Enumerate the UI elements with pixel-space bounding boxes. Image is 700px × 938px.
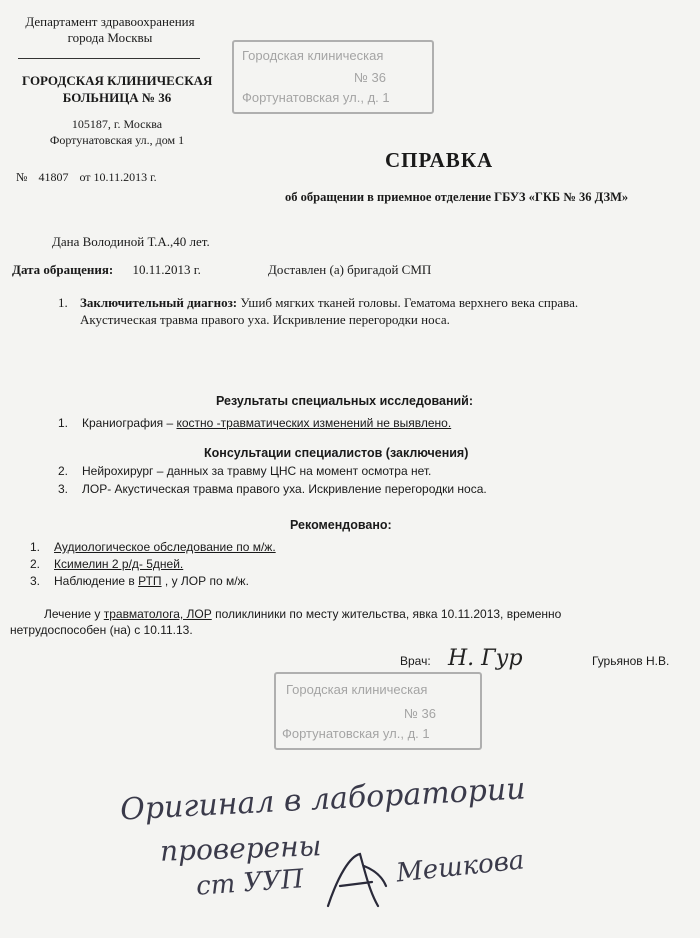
recommend-item-text: Аудиологическое обследование по м/ж. <box>54 540 276 554</box>
number-prefix: № <box>16 170 28 184</box>
document-number <box>16 170 157 185</box>
research-item-sep: – <box>163 416 177 430</box>
recommend-item-text-mid: РТП <box>138 574 162 588</box>
dept-line-2: города Москвы <box>67 30 153 45</box>
treatment-note <box>10 606 682 638</box>
document-title: СПРАВКА <box>385 148 494 172</box>
recommend-item <box>30 557 183 571</box>
hosp-line-2: БОЛЬНИЦА № 36 <box>62 90 172 105</box>
diagnosis-label: Заключительный диагноз: <box>80 295 238 310</box>
hospital-name <box>22 72 212 106</box>
recommend-heading: Рекомендовано: <box>290 518 392 532</box>
diagnosis-text-1: Ушиб мягких тканей головы. Гематома верхнего века справа. <box>237 295 579 310</box>
hosp-line-1: ГОРОДСКАЯ КЛИНИЧЕСКАЯ <box>22 73 213 88</box>
consult-item-text: ЛОР- Акустическая травма правого уха. Искривление перегородки носа. <box>82 482 487 496</box>
department-name <box>20 14 200 46</box>
hospital-stamp-top <box>232 40 434 114</box>
recommend-item-number: 1. <box>30 540 41 554</box>
research-item-name: Краниография <box>82 416 164 430</box>
recommend-item <box>30 574 249 588</box>
delivered-by: Доставлен (а) бригадой СМП <box>268 262 432 277</box>
addr-line-2: Фортунатовская ул., дом 1 <box>49 133 185 147</box>
number-date: от 10.11.2013 г. <box>79 170 157 184</box>
treatment-pre: Лечение у <box>44 607 104 621</box>
recommend-item <box>30 540 276 554</box>
handwritten-line-2: проверены <box>159 829 322 868</box>
stamp-bottom-line-3: Фортунатовская ул., д. 1 <box>282 726 430 741</box>
treatment-post: поликлиники по месту жительства, явка 10.11.2013, временно <box>211 607 562 621</box>
handwritten-signature-mark <box>320 846 390 916</box>
stamp-bottom-line-2: № 36 <box>404 706 437 721</box>
document-subtitle: об обращении в приемное отделение ГБУЗ «ГКБ № 36 ДЗМ» <box>285 190 629 204</box>
doctor-signature: Н. Гур <box>448 646 523 671</box>
recommend-item-number: 2. <box>30 557 41 571</box>
dept-line-1: Департамент здравоохранения <box>25 14 195 29</box>
recommend-item-text: Ксимелин 2 р/д- 5дней. <box>54 557 184 571</box>
visit-date <box>12 262 201 278</box>
consult-heading: Консультации специалистов (заключения) <box>204 446 469 460</box>
recommend-item-text-pre: Наблюдение в <box>54 574 139 588</box>
doctor-role: Врач: <box>400 654 431 668</box>
hospital-stamp-bottom <box>274 672 482 750</box>
stamp-top-line-2: № 36 <box>354 70 387 85</box>
stamp-bottom-line-1: Городская клиническая <box>286 682 428 697</box>
research-item <box>58 416 451 430</box>
consult-item-text: Нейрохирург – данных за травму ЦНС на момент осмотра нет. <box>82 464 432 478</box>
stamp-top-line-3: Фортунатовская ул., д. 1 <box>242 90 390 105</box>
diagnosis-number: 1. <box>58 295 68 310</box>
consult-item-number: 3. <box>58 482 69 496</box>
consult-item-number: 2. <box>58 464 69 478</box>
consult-item <box>58 482 487 496</box>
handwritten-line-3b: Мешкова <box>394 845 526 889</box>
handwritten-line-1: Оригинал в лаборатории <box>119 771 527 828</box>
final-diagnosis <box>58 294 678 328</box>
treatment-specialists: травматолога, ЛОР <box>103 607 212 621</box>
header-divider <box>18 58 200 59</box>
research-heading: Результаты специальных исследований: <box>216 394 474 408</box>
hospital-address <box>22 116 212 148</box>
visit-date-value: 10.11.2013 г. <box>132 262 201 277</box>
issued-to: Дана Володиной Т.А.,40 лет. <box>52 234 210 249</box>
handwritten-line-3: ст УУП <box>195 864 305 902</box>
research-item-number: 1. <box>58 416 69 430</box>
doctor-name: Гурьянов Н.В. <box>592 654 670 668</box>
recommend-item-text-post: , у ЛОР по м/ж. <box>161 574 249 588</box>
visit-date-label: Дата обращения: <box>12 262 114 277</box>
treatment-line-2: нетрудоспособен (на) с 10.11.13. <box>10 623 193 637</box>
consult-item <box>58 464 431 478</box>
recommend-item-number: 3. <box>30 574 41 588</box>
research-item-result: костно -травматических изменений не выявлено. <box>176 416 452 430</box>
stamp-top-line-1: Городская клиническая <box>242 48 384 63</box>
diagnosis-text-2: Акустическая травма правого уха. Искривление перегородки носа. <box>80 312 450 327</box>
addr-line-1: 105187, г. Москва <box>71 117 163 131</box>
number-value: 41807 <box>38 170 69 184</box>
